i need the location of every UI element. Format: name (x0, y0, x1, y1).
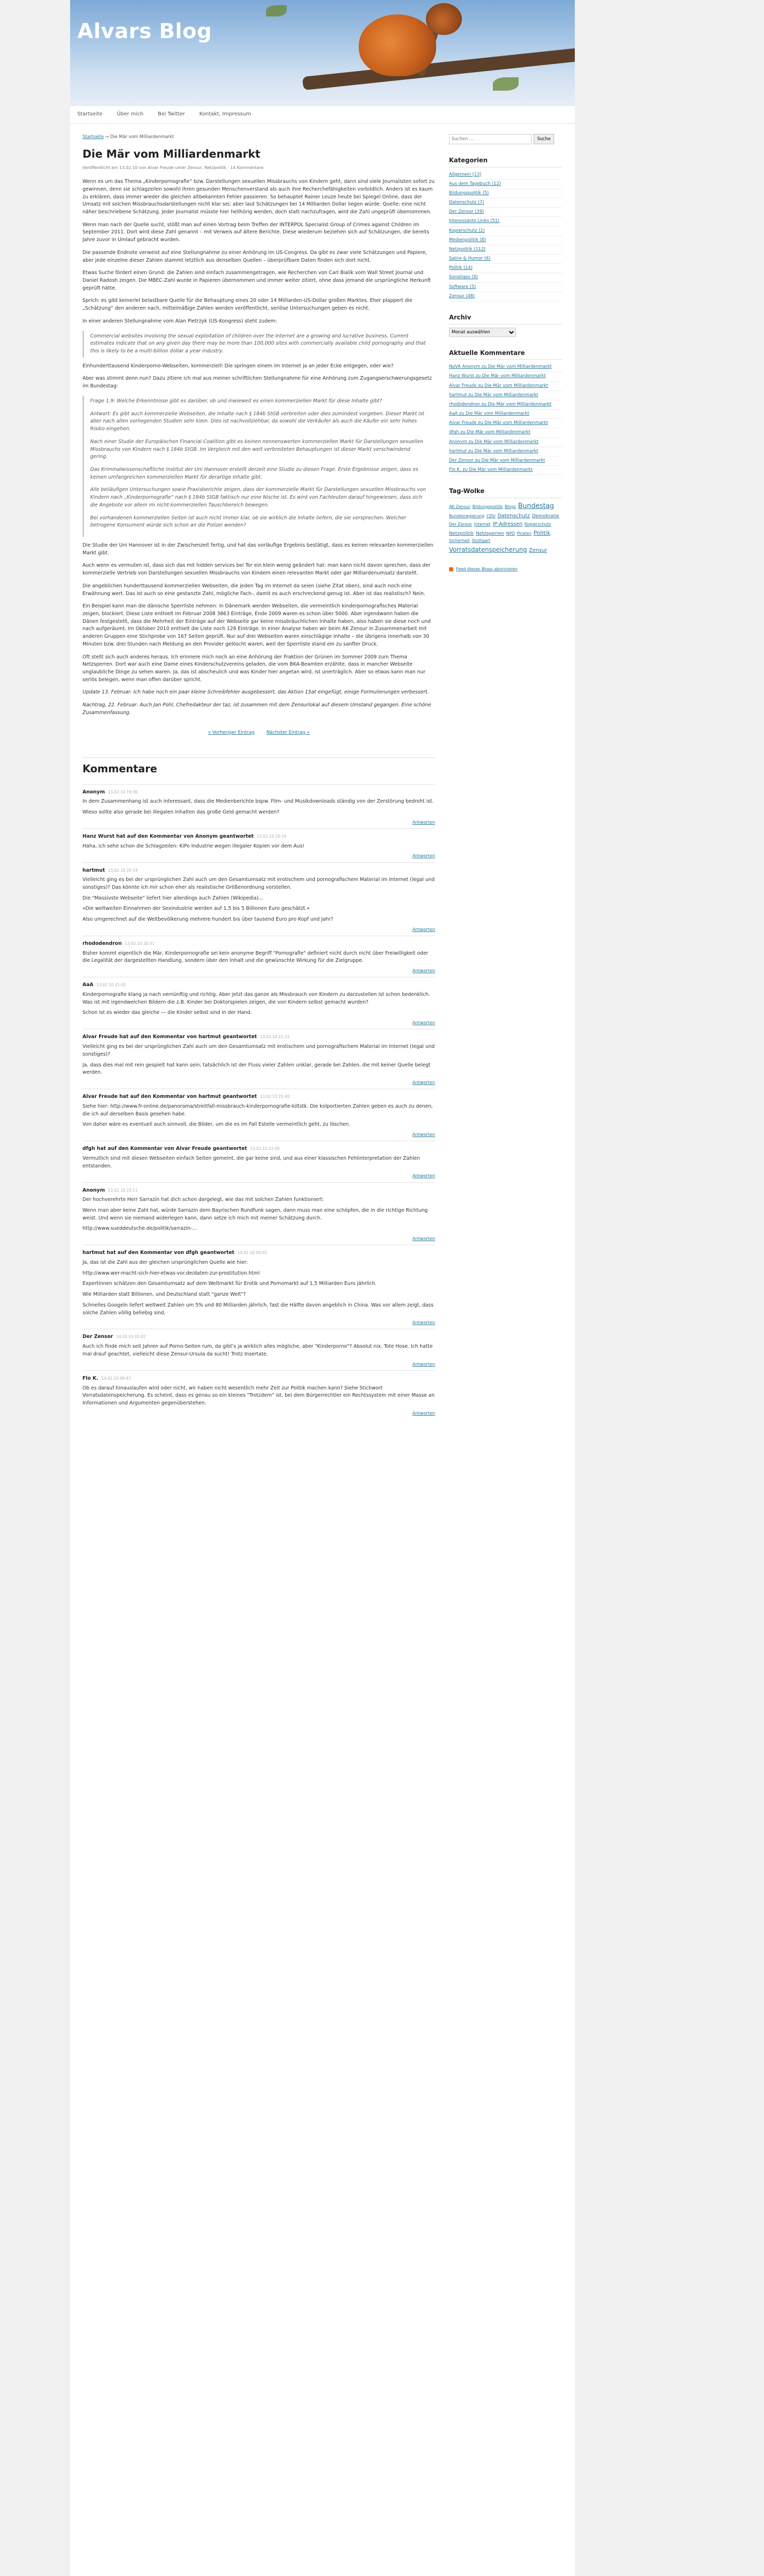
comment-paragraph: Der hochverehrte Herr Sarrazin hat dich schon dargelegt, wie das mit solchen Zahlen funktioniert: (82, 1197, 324, 1203)
post-paragraph: Wenn es um das Thema „Kinderpornografie“ bzw. Darstellungen sexuellen Missbrauchs von Kindern geht, dann sind viele Journalisten sofort zu gewinnen, denn sie schlagzeilen sowohl ihren gesunden Menschenverstand als auch ihre Recherchefähigkeiten vorbildlich. Anders ist es kaum zu erklären, dass immer wieder die gleichen altbekannten Fehler passieren. So behauptet Rainer Leuze heute bei Spiegel Online, dass der Umsatz mit solchen Missbrauchsdarstellungen nicht klar sei; aber laut Schätzungen bei 14 Milliarden Dollar liegen würde. Quelle: eine nicht näher beschriebene Schätzung. Jeder Journalist müsste hier hellhörig werden, doch statt nachzufragen, wird die Zahl ungeprüft übernommen. (82, 179, 435, 215)
search-form (449, 134, 562, 144)
content-column (82, 134, 435, 1419)
nav-home[interactable]: Startseite (77, 111, 103, 117)
category-item (449, 245, 562, 255)
category-link[interactable]: Aus dem Tagebuch (12) (449, 181, 501, 187)
rss-icon (449, 567, 453, 571)
reply-link[interactable]: Antworten (412, 969, 435, 974)
reply-link[interactable]: Antworten (412, 1411, 435, 1416)
category-link[interactable]: Interessante Links (51) (449, 218, 500, 224)
category-item (449, 198, 562, 208)
comment-date: 13.02.10 20:31 (125, 941, 155, 946)
categories-list (449, 171, 562, 301)
category-item (449, 264, 562, 273)
comment-date: 14.02.10 09:47 (101, 1376, 131, 1381)
comment-paragraph: Ja, dass dies mal mit rein gespielt hat kann sein, tatsächlich ist der Fluss vieler Zahlen unklar, gerade bei Zahlen, die mit keiner Quelle belegt werden. (82, 1062, 431, 1076)
recent-comment-link[interactable]: Der Zensor zu Die Mär vom Milliardenmarkt (449, 457, 545, 463)
comment-paragraph: Expertinnen schätzen den Gesamtumsatz auf dem Weltmarkt für Erotik und Pornomarkt auf 1,5 Milliarden Euro jährlich. (82, 1281, 377, 1287)
reply-row (82, 1320, 435, 1327)
recent-comments-widget (449, 348, 562, 476)
main-nav (70, 105, 575, 124)
comment-author-name: hartmut (82, 867, 105, 873)
reply-link[interactable]: Antworten (412, 1174, 435, 1179)
faq-item: Alle beiläufigen Untersuchungen sowie Praxisberichte zeigen, dass der kommerzielle Markt für Darstellungen sexuellen Missbrauchs von Kindern nach „Kinderpornografie“ nach § 184b StGB faktisch nur eine Nische ist. Es wird von Fachleuten darauf hingewiesen, dass sich die Angebote vor allem im nicht-kommerziellen Tauschbereich bewegen. (90, 487, 426, 508)
comment (82, 1141, 435, 1182)
post-paragraph: Die Studie der Uni Hannover ist in der Zwischenzeit fertig, und hat das vorläufige Ergebnis bestätigt, dass es keinen relevanten kommerziellen Markt gibt. (82, 542, 434, 556)
tag-link[interactable]: Blogs (505, 504, 516, 509)
tag-link[interactable]: Netzsperren (475, 531, 504, 536)
tag-cloud (449, 501, 562, 555)
comment (82, 1029, 435, 1089)
comment (82, 784, 435, 828)
comment-author-name: Alvar Freude hat auf den Kommentar von hartmut geantwortet (82, 1094, 257, 1100)
category-link[interactable]: Kopierschutz (2) (449, 228, 485, 233)
bird-head-image (426, 3, 462, 35)
comment-text (82, 843, 435, 851)
page-wrapper (70, 0, 575, 2576)
comment-author-name: AaA (82, 982, 94, 988)
faq-intro: Aber was stimmt denn nun? Dazu zitiere ich mal aus meiner schriftlichen Stellungnahme für eine Anhörung zum Zugangserschwerungsgesetz im Bundestag: (82, 376, 432, 389)
reply-row (82, 1173, 435, 1180)
category-item (449, 180, 562, 189)
faq-quote (82, 396, 435, 537)
comment-author (82, 1333, 435, 1341)
tag-link[interactable]: Internet (474, 521, 491, 527)
comment-paragraph: Vielleicht ging es bei der ursprünglichen Zahl auch um den Gesamtumsatz mit erotischem und pornografischem Material im Internet (legal und sonstiges)? (82, 1044, 435, 1057)
comment-paragraph: »Die weltweiten Einnahmen der Sexindustrie werden auf 1,5 bis 5 Billionen Euro geschätzt.« (82, 906, 310, 912)
reply-link[interactable]: Antworten (412, 854, 435, 859)
comment-author (82, 833, 435, 841)
tag-link[interactable]: Zensur (529, 548, 547, 554)
comment-paragraph: Von daher wäre es eventuell auch sinnvoll, die Bilder, um die es im Fall Estelle vermeintlich geht, zu löschen. (82, 1122, 351, 1128)
breadcrumb (82, 134, 435, 141)
faq-item: Antwort: Es gibt auch kommerzielle Webseiten, die Inhalte nach § 184b StGB verbreiten oder dies zumindest vorgeben. Dieser Markt ist aber nach allen vorliegenden Studien sehr klein. Dies ist nachvollziehbar, da sowohl die Verkäufer als auch die Käufer ein sehr hohes Risiko eingehen. (90, 411, 425, 432)
nav-contact[interactable]: Kontakt, Impressum (199, 111, 251, 117)
comment-author-name: Alvar Freude hat auf den Kommentar von hartmut geantwortet (82, 1034, 257, 1040)
tag-link[interactable]: Demokratie (532, 513, 559, 519)
tag-link[interactable]: Bundestag (518, 502, 554, 510)
comment-paragraph: Haha, ich sehe schon die Schlagzeilen: KiPo Industrie wegen illegaler Kopien vor dem Aus! (82, 843, 305, 849)
tag-link[interactable]: IP-Adressen (492, 521, 523, 527)
comment-text (82, 950, 435, 965)
comment-date: 13.02.10 22:05 (250, 1146, 280, 1151)
category-link[interactable]: Netzpolitik (112) (449, 246, 486, 252)
category-link[interactable]: Software (5) (449, 284, 476, 290)
tag-link[interactable]: Politik (533, 529, 551, 536)
recent-comment-item (449, 419, 562, 428)
leaf-decoration (493, 77, 519, 91)
category-link[interactable]: Medienpolitik (8) (449, 237, 486, 243)
category-link[interactable]: Datenschutz (7) (449, 200, 485, 206)
comment-paragraph: Vielleicht ging es bei der ursprünglichen Zahl auch um den Gesamtumsatz mit erotischem und pornografischem Material im Internet (legal und sonstiges)? Das könnte ich mir schon eher als realistische Größenordnung vorstellen. (82, 877, 435, 890)
comment-author-name: Der Zensor (82, 1334, 113, 1340)
comment-author-name: hartmut hat auf den Kommentar von dfgh geantwortet (82, 1250, 235, 1256)
recent-comment-item (449, 456, 562, 466)
comment-author-name: Hanz Wurst hat auf den Kommentar von Anonym geantwortet (82, 833, 254, 839)
comment-date: 14.02.10 00:02 (237, 1250, 268, 1256)
site-header (70, 0, 575, 105)
comment-paragraph: Ja, das ist die Zahl aus der gleichen ursprünglichen Quelle wie hier: (82, 1260, 248, 1265)
reply-row (82, 820, 435, 826)
comment-text (82, 991, 435, 1017)
category-link[interactable]: Zensur (48) (449, 293, 475, 299)
branch-decoration (302, 47, 575, 90)
reply-row (82, 853, 435, 860)
post-meta: Veröffentlicht am 13.02.10 von Alvar Freude unter Zensur, Netzpolitik · 14 Kommentare (82, 165, 264, 170)
tag-link[interactable]: AK Zensur (449, 504, 471, 509)
category-item (449, 292, 562, 301)
reply-link[interactable]: Antworten (412, 1080, 435, 1086)
comment-paragraph: http://www.sueddeutsche.de/politik/sarrazin-... (82, 1226, 197, 1232)
comment-author (82, 1093, 435, 1101)
search-button[interactable]: Suche (534, 134, 554, 144)
comment-date: 13.02.10 21:22 (260, 1035, 290, 1040)
comment-paragraph: Die "Massivste Webseite" liefert hier allerdings auch Zahlen (Wikipedia)... (82, 895, 263, 901)
post-paragraph: Oft stellt sich auch anderes heraus. Ich erinnere mich noch an eine Anhörung der Fraktion der Grünen im Sommer 2009 zum Thema Netzsperren. Dort war auch eine Dame eines Kinderschutzvereins geladen, die vom BKA-Beamten erzählte, dass in mancher Webseite unglaubliche Dinge zu sehen waren. Ja, das ist abscheulich und was Kinder hier angetan wird, ist unerträglich. Aber so etwas kann man nur seriös belegen, wenn man offen darüber spricht. (82, 654, 425, 683)
faq-item: Nach einer Studie der Europäischen Financial Coalition gibt es keinen nennenswerten kommerziellen Markt für Darstellungen sexuellen Missbrauchs von Kindern nach § 184b StGB. Im Vergleich mit den weit verbreiteten Behauptungen ist dieser Markt verschwindend gering. (90, 438, 423, 460)
reply-row (82, 1080, 435, 1087)
comment-author-name: Anonym (82, 1187, 105, 1193)
reply-row (82, 1236, 435, 1243)
comment-author-name: Anonym (82, 789, 105, 795)
reply-link[interactable]: Antworten (412, 1320, 435, 1326)
recent-comment-item (449, 363, 562, 372)
next-post-link[interactable]: Nächster Eintrag » (266, 730, 310, 735)
comment (82, 1370, 435, 1419)
reply-row (82, 968, 435, 975)
comment-date: 13.02.10 20:14 (108, 868, 138, 873)
reply-link[interactable]: Antworten (412, 820, 435, 825)
reply-row (82, 1362, 435, 1368)
comment-paragraph: Siehe hier: http://www.fr-online.de/panorama/streitfall-missbrauch-kinderpornografie-kiltstk. Die kolportierten Zahlen geben es auch zu denen, die ich auf derselben Basis gesehen habe. (82, 1103, 433, 1117)
search-input[interactable] (449, 134, 532, 144)
post-navigation (82, 730, 435, 737)
post-content (82, 178, 435, 717)
recent-comment-item (449, 410, 562, 419)
post-quote: Commercial websites involving the sexual exploitation of children over the Internet are a growing and lucrative business. Current estimates indicate that on any given day there may be more than 100,000 sites with commercially available child pornography and that this is likely to be a multi-billion dollar a year industry. (82, 331, 435, 358)
comment-text (82, 1196, 435, 1233)
recent-comment-link[interactable]: AaA zu Die Mär vom Milliardenmarkt (449, 411, 529, 417)
tag-link[interactable]: Bundesregierung (449, 513, 485, 518)
reply-row (82, 1411, 435, 1417)
nav-twitter[interactable]: Bei Twitter (158, 111, 185, 117)
comment-author (82, 1187, 435, 1195)
comment-date: 13.02.10 23:11 (108, 1188, 138, 1193)
faq-item: Frage 1.9: Welche Erkenntnisse gibt es darüber, ob und inwieweit es einen kommerziellen Markt für diese Inhalte gibt? (90, 398, 383, 404)
archive-title: Archiv (449, 313, 562, 325)
recent-comment-item (449, 447, 562, 456)
recent-comment-item (449, 428, 562, 437)
recent-comment-link[interactable]: hartmut zu Die Mär vom Milliardenmarkt (449, 448, 539, 454)
feed-link[interactable]: Feed dieses Blogs abonnieren (456, 567, 518, 572)
post-paragraph: Auch wenn es vermuten ist, dass sich das mit hidden services bei Tor ein klein wenig geändert hat: man kann nicht davon sprechen, dass der kommerzielle Vertrieb von Darstellungen sexuellen Missbrauchs von Kindern einen relevanten Markt oder gar Milliardenumsatz darstellt. (82, 563, 430, 577)
comment (82, 1089, 435, 1141)
tag-link[interactable]: Datenschutz (497, 513, 530, 519)
comment-text (82, 798, 435, 816)
comment-paragraph: Schnelles Googeln liefert weltweit Zahlen um 5% und 80 Milliarden jährlich, fast die Hälfte davon angeblich in China. Was vor allem zeigt, dass solche Zahlen völlig beliebig sind. (82, 1302, 434, 1316)
recent-comment-link[interactable]: hartmut zu Die Mär vom Milliardenmarkt (449, 392, 539, 398)
comment-paragraph: Wieso sollte also gerade bei illegalen Inhalten das große Geld gemacht werden? (82, 809, 279, 816)
category-link[interactable]: Allgemein (13) (449, 172, 481, 177)
comment-paragraph: Vermutlich sind mit diesen Webseiten einfach Seiten gemeint, die gar keine sind, und aus einer klassischen Fehlinterpretation der Zahlen entstanden. (82, 1155, 420, 1169)
comment-author (82, 1375, 435, 1383)
post-title: Die Mär vom Milliardenmarkt (82, 148, 261, 161)
comment-author (82, 940, 435, 948)
categories-widget (449, 156, 562, 301)
comment (82, 1245, 435, 1329)
reply-link[interactable]: Antworten (412, 1132, 435, 1138)
post-paragraph: Etwas Suche fördert einen Grund: die Zahlen sind einfach zusammengetragen, wie Recherchen von Carl Bialik vom Wall Street Journal und Daniel Radosh zeigen. Die MBEC-Zahl wurde in Papieren übernommen und immer weiter zitiert, ohne dass jemand die ursprüngliche Herkunft geprüft hätte. (82, 270, 431, 291)
comment (82, 977, 435, 1029)
category-item (449, 217, 562, 226)
tag-link[interactable]: Stuttgart (472, 538, 491, 544)
comment (82, 828, 435, 862)
comment-text (82, 1259, 435, 1317)
post-paragraph: Einhunderttausend Kinderporno-Webseiten, kommerziell! Die springen einem im Internet ja an jeder Ecke entgegen, oder wie? (82, 363, 394, 369)
category-link[interactable]: Sonstiges (9) (449, 275, 478, 280)
comment-author (82, 1249, 435, 1257)
reply-link[interactable]: Antworten (412, 1362, 435, 1367)
category-link[interactable]: Der Zensor (39) (449, 209, 484, 215)
comment-paragraph: Also umgerechnet auf die Weltbevölkerung mehrere hundert bis über tausend Euro pro Kopf und Jahr? (82, 917, 334, 923)
recent-comments-list (449, 363, 562, 475)
recent-comment-item (449, 382, 562, 391)
reply-row (82, 1132, 435, 1139)
reply-link[interactable]: Antworten (412, 1021, 435, 1026)
comment-text (82, 1155, 435, 1170)
tag-link[interactable]: Netzpolitik (449, 531, 474, 536)
comment-author-name: Flo K. (82, 1375, 98, 1381)
tag-link[interactable]: Der Zensor (449, 521, 472, 527)
reply-row (82, 1020, 435, 1027)
reply-link[interactable]: Antworten (412, 1236, 435, 1242)
category-item (449, 255, 562, 264)
comment-author (82, 1033, 435, 1041)
comment-author (82, 789, 435, 796)
post-paragraph: Wenn man nach der Quelle sucht, stößt man auf einen Vortrag beim Treffen der INTERPOL Specialist Group of Crimes against Children im September 2011. Dort wird diese Zahl genannt – mit Verweis auf ältere Berichte. Diese wiederum beziehen sich auf Schätzungen, die bereits Jahre zuvor in Umlauf gebracht wurden. (82, 222, 429, 243)
recent-comment-link[interactable]: rhododendron zu Die Mär vom Milliardenmarkt (449, 401, 552, 407)
tag-link[interactable]: Bildungspolitik (472, 504, 503, 509)
post-paragraph: Die passende Endnote verweist auf eine Stellungnahme zu einer Anhörung im US-Congress. Da gibt es zwar viele Schätzungen und Papiere, aber jede einzelne dieser Zahlen stammt letztlich aus denselben Quellen – überprüfbare Daten finden sich dort nicht. (82, 249, 427, 263)
main-area (70, 124, 575, 2576)
breadcrumb-current: Die Mär vom Milliardenmarkt (110, 134, 174, 140)
recent-comment-item (449, 438, 562, 447)
comment-date: 13.02.10 19:36 (108, 789, 138, 794)
comment (82, 1329, 435, 1370)
comment-paragraph: Bisher kommt eigentlich die Mär, Kinderpornografie sei kein anonyme Begriff "Pornografie" definiert nicht durch nicht über Freiwilligkeit oder die Legalität der dargestellten Handlung, sondern über den Inhalt und die gewünschte Wirkung für die Zielgruppe. (82, 950, 428, 964)
recent-comment-item (449, 391, 562, 400)
archive-select[interactable] (449, 328, 516, 337)
tag-cloud-widget (449, 486, 562, 555)
comment-paragraph: Kinderpornografie klang ja nach vernünftig und richtig. Aber jetzt das ganze als Missbrauch von Kindern zu darzustellen ist schon bedenklich. Was ist mit irgendwelchen Bildern die z.B. Kinder bei Doktorspielen zeigen, die von Kindern selbst gemacht wurden? (82, 992, 430, 1005)
post-paragraph: Sprich: es gibt keinerlei belastbare Quelle für die Behauptung eines 20 oder 14 Milliarden-US-Dollar großen Marktes. Eher plappert die „Schätzung“ den anderen nach, mittelmäßige Zahlen werden veröffentlicht, seriöse Untersuchungen geben es nicht. (82, 298, 412, 312)
tag-link[interactable]: NPD (506, 531, 515, 536)
comment-text (82, 876, 435, 924)
comment-text (82, 1103, 435, 1129)
tag-link[interactable]: Piraten (517, 531, 532, 536)
comment-date: 13.02.10 21:40 (260, 1094, 290, 1099)
recent-comment-item (449, 400, 562, 410)
sidebar (449, 134, 562, 573)
recent-comment-link[interactable]: Anonym zu Die Mär vom Milliardenmarkt (449, 439, 539, 445)
comment-paragraph: Ob es darauf hinauslaufen wird oder nicht, wir haben nicht wesentlich mehr Zeit zur Politik machen kann? Siehe Stichwort Vorratsdatenspeicherung. Es scheint, dass es genau so ein kleines "Trotzdem" ist, bei dem Bürgerrechtler ein Rechtssystem mit einer Masse an Informationen und Argumenten gegenüberstehen. (82, 1385, 435, 1406)
category-link[interactable]: Bildungspolitik (5) (449, 190, 489, 196)
recent-comment-link[interactable]: Flo K. zu Die Mär vom Milliardenmarkt (449, 467, 533, 473)
comment-text (82, 1043, 435, 1077)
comment (82, 1182, 435, 1245)
comment-author-name: dfgh hat auf den Kommentar von Alvar Freude geantwortet (82, 1146, 247, 1152)
recent-comment-link[interactable]: NoVA Anonym zu Die Mär vom Milliardenmarkt (449, 364, 552, 370)
category-item (449, 227, 562, 236)
leaf-decoration (266, 5, 287, 16)
category-link[interactable]: Satire & Humor (6) (449, 256, 491, 262)
reply-link[interactable]: Antworten (412, 927, 435, 933)
category-item (449, 273, 562, 282)
comment-author (82, 1145, 435, 1153)
comment-date: 13.02.10 20:10 (257, 834, 287, 839)
site-title[interactable]: Alvars Blog (77, 20, 212, 43)
recent-comment-link[interactable]: Alvar Freude zu Die Mär vom Milliardenmarkt (449, 420, 549, 426)
post-paragraph: Die angeblichen hunderttausend kommerziellen Webseiten, die jeden Tag im Internet da seien (siehe Zitat oben), sind auch noch eine Erwähnung wert. Das ist auch so eine gestanzte Zahl, mögliche Fach-, damit es auch erschreckend genug ist. Aber ist das realistisch? Nein. (82, 583, 426, 597)
comment-date: 13.02.10 21:02 (96, 982, 126, 988)
feed-subscribe (449, 566, 562, 572)
categories-title: Kategorien (449, 156, 562, 167)
comment-paragraph: Wie Milliarden statt Billionen, und Deutschland statt "ganze Welt"? (82, 1292, 246, 1298)
faq-item: Das Kriminalwissenschaftliche Institut der Uni Hannover erstellt derzeit eine Studie zu diesen Frage. Erste Ergebnisse zeigen, dass es keinen umfangreichen kommerziellen Markt für derartige Inhalte gibt. (90, 466, 419, 480)
category-item (449, 189, 562, 198)
comment-paragraph: In dem Zusammenhang ist auch interessant, dass die Medienberichte bspw. Film- und Musikdownloads ständig von der Zerstörung bedroht ist. (82, 799, 434, 805)
comment-author (82, 867, 435, 875)
prev-post-link[interactable]: « Vorheriger Eintrag (208, 730, 255, 735)
category-item (449, 171, 562, 180)
comment-list (82, 784, 435, 1419)
comment (82, 936, 435, 977)
recent-comment-link[interactable]: Hanz Wurst zu Die Mär vom Milliardenmarkt (449, 374, 546, 379)
post-paragraph: Ein Beispiel kann man die dänische Sperrliste nehmen: in Dänemark werden Webseiten, die vermeintlich kinderpornografisches Material zeigen, blockiert. Diese Liste enthielt im Februar 2008 3863 Einträge, Ende 2009 waren es schon über 5000. Aber irgendwann haben die Dänen festgestellt, dass die Mehrheit der Einträge auf der Webseite gar keine missbräuchlichen Inhalte haben, also haben sie diese noch und nach aufgeräumt. Im Oktober 2010 enthielt die Liste noch 126 Einträge. In einer Analyse haben wir beim AK Zensur in Zusammenarbeit mit anderen Gruppen eine Stichprobe von 167 Seiten geprüft. Nur auf drei Webseiten waren einschlägige Inhalte – die übrigens innerhalb von 30 Minuten bzw. drei Stunden nach Meldung an den Provider gelöscht waren, weil der Sperrliste stand ein zu sanfter Druck. (82, 603, 431, 647)
comment-text (82, 1343, 435, 1358)
comment-paragraph: Wenn man aber keine Zahl hat, würde Sarrazin dem Bayrischen Rundfunk sagen, dann muss man eine schöpfen, die in die richtige Richtung weist. Und wenn sie niemand widerlegen kann, dann setze ich mich mit meiner Schätzung durch. (82, 1207, 428, 1221)
quote-intro: In einer anderen Stellungnahme vom Alan Pietrzyk (US-Kongress) steht zudem: (82, 318, 277, 324)
category-item (449, 208, 562, 217)
post-update: Update 13. Februar: Ich habe noch ein paar kleine Schreibfehler ausgebessert, das Aktion 15at eingefügt, einige Formulierungen verbessert. (82, 689, 429, 696)
recent-comment-item (449, 372, 562, 381)
comment-paragraph: Auch ich finde mich seit Jahren auf Porno-Seiten rum, da gibt's ja wirklich alles mögliche, aber "Kinderporno"? Absolut nix. Tote Hose. Ich hatte mal drauf geachtet, vielleicht diese Zensur-Ursula da sucht! Trotz Insertate. (82, 1344, 433, 1357)
tag-link[interactable]: Kopierschutz (524, 521, 551, 527)
breadcrumb-home[interactable]: Startseite (82, 134, 104, 140)
comments-title: Kommentare (82, 757, 435, 777)
recent-comment-link[interactable]: Alvar Freude zu Die Mär vom Milliardenmarkt (449, 383, 549, 388)
tag-link[interactable]: Vorratsdatenspeicherung (449, 546, 527, 554)
post-addendum: Nachtrag, 22. Februar: Auch Jan Pohl, Chefredakteur der taz, ist zusammen mit dem Zensurlokal auf diesem Umstand gegangen. Eine schöne Zusammenfassung. (82, 702, 431, 716)
breadcrumb-separator: → (105, 134, 109, 140)
tag-link[interactable]: Sicherheit (449, 538, 470, 544)
comment-paragraph: Schon ist es wieder das gleiche — die Kinder selbst sind in der Hand. (82, 1010, 252, 1016)
recent-comment-link[interactable]: dfgh zu Die Mär vom Milliardenmarkt (449, 430, 530, 435)
comment-paragraph: http://www.wer-macht-sich-hier-etwas-vor.de/daten-zur-prostitution.html (82, 1270, 260, 1276)
nav-about[interactable]: Über mich (117, 111, 144, 117)
reply-row (82, 927, 435, 934)
comment (82, 862, 435, 936)
archive-widget (449, 313, 562, 337)
comment-author (82, 981, 435, 989)
category-link[interactable]: Politik (14) (449, 265, 473, 271)
faq-item: Bei vorhandenen kommerziellen Seiten ist auch nicht immer klar, ob sie wirklich die Inhalte liefern, die sie versprechen. Welcher betrogene Konsument würde sich schon an die Polizei wenden? (90, 515, 406, 529)
recent-comment-item (449, 466, 562, 475)
bird-image (359, 14, 436, 76)
category-item (449, 236, 562, 245)
category-item (449, 283, 562, 292)
comment-text (82, 1385, 435, 1408)
tag-cloud-title: Tag-Wolke (449, 486, 562, 498)
recent-comments-title: Aktuelle Kommentare (449, 348, 562, 360)
comment-date: 14.02.10 01:02 (116, 1334, 146, 1340)
comment-author-name: rhododendron (82, 941, 122, 946)
tag-link[interactable]: CDU (486, 513, 496, 518)
